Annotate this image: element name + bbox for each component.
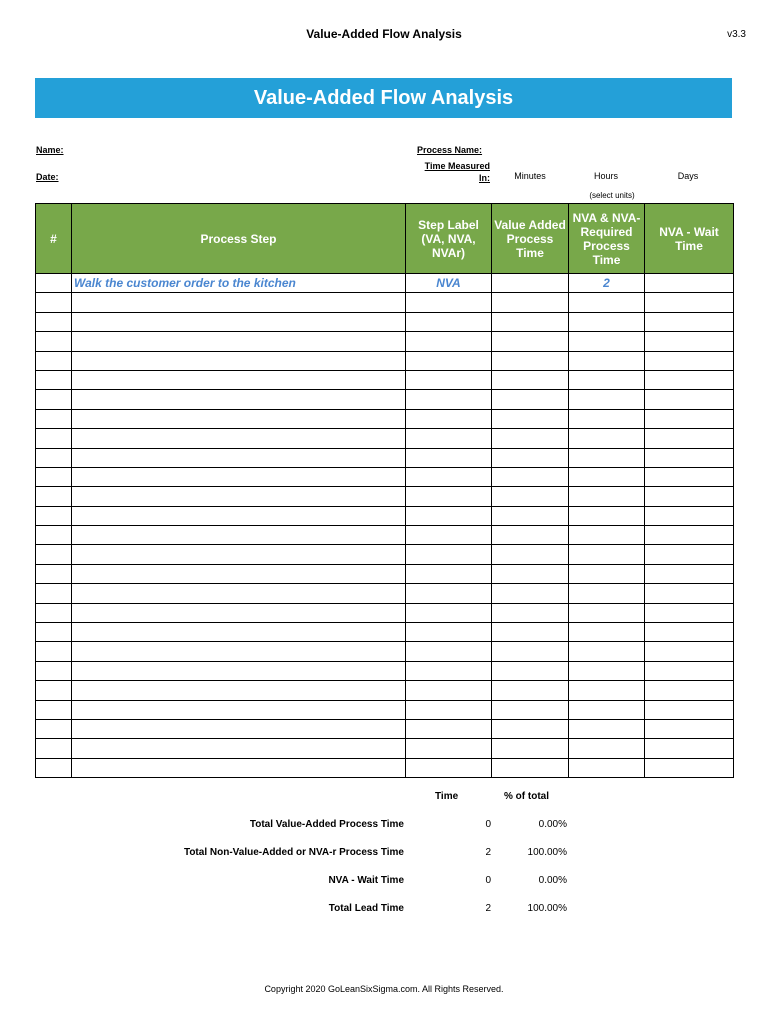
cell-nva-time[interactable] [569, 448, 645, 467]
cell-nva-time[interactable] [569, 545, 645, 564]
cell-wait-time[interactable] [645, 429, 734, 448]
table-row [36, 564, 734, 583]
cell-number[interactable] [36, 293, 72, 312]
cell-nva-time[interactable] [569, 661, 645, 680]
cell-number[interactable] [36, 487, 72, 506]
summary-percent-header: % of total [504, 791, 549, 802]
cell-step-label[interactable] [406, 700, 492, 719]
cell-step-label[interactable] [406, 623, 492, 642]
cell-process-step[interactable] [72, 758, 406, 777]
cell-process-step[interactable] [72, 506, 406, 525]
process-name-label: Process Name: [417, 145, 483, 155]
cell-va-time[interactable] [492, 545, 569, 564]
cell-process-step[interactable] [72, 739, 406, 758]
unit-option-minutes[interactable]: Minutes [514, 171, 546, 181]
cell-number[interactable] [36, 681, 72, 700]
cell-nva-time[interactable] [569, 623, 645, 642]
cell-va-time[interactable] [492, 351, 569, 370]
copyright-notice: Copyright 2020 GoLeanSixSigma.com. All Rights Reserved. [264, 984, 504, 994]
unit-option-hours[interactable]: Hours [593, 171, 618, 181]
table-row [36, 642, 734, 661]
cell-step-label[interactable] [406, 564, 492, 583]
table-row [36, 274, 734, 293]
table-row [36, 681, 734, 700]
cell-step-label[interactable] [406, 545, 492, 564]
cell-number[interactable] [36, 526, 72, 545]
cell-nva-time[interactable] [569, 681, 645, 700]
cell-process-step[interactable] [72, 623, 406, 642]
cell-wait-time[interactable] [645, 603, 734, 622]
cell-va-time[interactable] [492, 487, 569, 506]
cell-wait-time[interactable] [645, 312, 734, 331]
cell-step-label[interactable] [406, 584, 492, 603]
cell-number[interactable] [36, 506, 72, 525]
table-row [36, 739, 734, 758]
cell-number[interactable] [36, 467, 72, 486]
summary-time-nva: 2 [485, 847, 491, 858]
cell-step-label[interactable] [406, 739, 492, 758]
select-units-note: (select units) [589, 191, 635, 200]
table-row [36, 467, 734, 486]
cell-step-label[interactable] [406, 661, 492, 680]
cell-wait-time[interactable] [645, 661, 734, 680]
table-row [36, 623, 734, 642]
cell-number[interactable] [36, 700, 72, 719]
cell-nva-time[interactable] [569, 332, 645, 351]
table-row [36, 332, 734, 351]
cell-step-label[interactable] [406, 312, 492, 331]
cell-wait-time[interactable] [645, 623, 734, 642]
cell-nva-time[interactable] [569, 719, 645, 738]
cell-step-label[interactable] [406, 603, 492, 622]
cell-number[interactable] [36, 351, 72, 370]
cell-step-label[interactable] [406, 448, 492, 467]
cell-wait-time[interactable] [645, 681, 734, 700]
cell-step-label[interactable] [406, 719, 492, 738]
cell-number[interactable] [36, 739, 72, 758]
cell-va-time[interactable] [492, 332, 569, 351]
cell-wait-time[interactable] [645, 487, 734, 506]
summary-label-wait: NVA - Wait Time [328, 875, 404, 886]
cell-wait-time[interactable] [645, 351, 734, 370]
cell-number[interactable] [36, 584, 72, 603]
cell-step-label[interactable] [406, 526, 492, 545]
cell-va-time[interactable] [492, 390, 569, 409]
cell-nva-time[interactable] [569, 351, 645, 370]
cell-number[interactable] [36, 758, 72, 777]
cell-step-label[interactable] [406, 758, 492, 777]
table-row [36, 719, 734, 738]
cell-step-label[interactable] [406, 390, 492, 409]
cell-va-time[interactable] [492, 719, 569, 738]
cell-nva-time[interactable] [569, 642, 645, 661]
cell-nva-time[interactable] [569, 467, 645, 486]
cell-nva-time[interactable] [569, 603, 645, 622]
cell-wait-time[interactable] [645, 758, 734, 777]
cell-number[interactable] [36, 719, 72, 738]
cell-nva-time[interactable] [569, 564, 645, 583]
table-row [36, 487, 734, 506]
cell-process-step[interactable] [72, 661, 406, 680]
cell-process-step[interactable] [72, 467, 406, 486]
cell-nva-time[interactable] [569, 409, 645, 428]
cell-wait-time[interactable] [645, 526, 734, 545]
cell-number[interactable] [36, 642, 72, 661]
summary-pct-wait: 0.00% [538, 875, 567, 886]
cell-wait-time[interactable] [645, 467, 734, 486]
cell-nva-time[interactable] [569, 390, 645, 409]
process-steps-table [35, 203, 734, 778]
cell-number[interactable] [36, 661, 72, 680]
cell-number[interactable] [36, 390, 72, 409]
table-row [36, 312, 734, 331]
cell-nva-time[interactable] [569, 584, 645, 603]
cell-va-time[interactable] [492, 661, 569, 680]
cell-wait-time[interactable] [645, 448, 734, 467]
cell-number[interactable] [36, 545, 72, 564]
table-row [36, 758, 734, 777]
table-row [36, 448, 734, 467]
cell-number[interactable] [36, 274, 72, 293]
version-label: v3.3 [727, 29, 746, 40]
cell-process-step[interactable] [72, 564, 406, 583]
cell-process-step[interactable]: Walk the customer order to the kitchen [72, 274, 406, 293]
cell-process-step[interactable] [72, 429, 406, 448]
cell-number[interactable] [36, 623, 72, 642]
header-number: # [36, 204, 72, 274]
table-row [36, 293, 734, 312]
cell-va-time[interactable] [492, 409, 569, 428]
cell-process-step[interactable] [72, 642, 406, 661]
cell-nva-time[interactable] [569, 293, 645, 312]
cell-va-time[interactable] [492, 526, 569, 545]
cell-number[interactable] [36, 409, 72, 428]
cell-step-label[interactable] [406, 370, 492, 389]
cell-va-time[interactable] [492, 739, 569, 758]
cell-process-step[interactable] [72, 681, 406, 700]
table-header-row [36, 204, 734, 274]
cell-nva-time[interactable] [569, 487, 645, 506]
table-row [36, 429, 734, 448]
banner-title: Value-Added Flow Analysis [35, 78, 732, 118]
cell-process-step[interactable] [72, 545, 406, 564]
cell-wait-time[interactable] [645, 719, 734, 738]
cell-va-time[interactable] [492, 564, 569, 583]
cell-process-step[interactable] [72, 603, 406, 622]
cell-wait-time[interactable] [645, 390, 734, 409]
cell-number[interactable] [36, 603, 72, 622]
table-row [36, 545, 734, 564]
cell-step-label[interactable] [406, 642, 492, 661]
cell-nva-time[interactable] [569, 429, 645, 448]
cell-step-label[interactable] [406, 467, 492, 486]
cell-step-label[interactable] [406, 293, 492, 312]
cell-nva-time[interactable] [569, 370, 645, 389]
name-field-label: Name: [36, 145, 64, 155]
cell-va-time[interactable] [492, 623, 569, 642]
cell-va-time[interactable] [492, 429, 569, 448]
cell-wait-time[interactable] [645, 545, 734, 564]
cell-wait-time[interactable] [645, 506, 734, 525]
cell-va-time[interactable] [492, 681, 569, 700]
cell-va-time[interactable] [492, 274, 569, 293]
cell-process-step[interactable] [72, 584, 406, 603]
cell-process-step[interactable] [72, 351, 406, 370]
table-row [36, 370, 734, 389]
table-row [36, 351, 734, 370]
cell-va-time[interactable] [492, 312, 569, 331]
table-row [36, 700, 734, 719]
cell-wait-time[interactable] [645, 700, 734, 719]
table-row [36, 584, 734, 603]
summary-label-va: Total Value-Added Process Time [249, 819, 404, 830]
summary-time-va: 0 [485, 819, 491, 830]
cell-wait-time[interactable] [645, 370, 734, 389]
cell-process-step[interactable] [72, 332, 406, 351]
cell-process-step[interactable] [72, 409, 406, 428]
cell-va-time[interactable] [492, 506, 569, 525]
unit-option-days[interactable]: Days [677, 171, 699, 181]
cell-step-label[interactable]: NVA [406, 274, 492, 293]
cell-process-step[interactable] [72, 448, 406, 467]
cell-wait-time[interactable] [645, 409, 734, 428]
cell-nva-time[interactable] [569, 312, 645, 331]
summary-time-wait: 0 [485, 875, 491, 886]
cell-wait-time[interactable] [645, 739, 734, 758]
cell-number[interactable] [36, 448, 72, 467]
cell-va-time[interactable] [492, 467, 569, 486]
table-row [36, 506, 734, 525]
cell-process-step[interactable] [72, 719, 406, 738]
document-title: Value-Added Flow Analysis [306, 27, 462, 41]
summary-time-lead: 2 [485, 903, 491, 914]
cell-wait-time[interactable] [645, 332, 734, 351]
cell-va-time[interactable] [492, 448, 569, 467]
cell-wait-time[interactable] [645, 584, 734, 603]
date-field-label: Date: [36, 172, 59, 182]
cell-process-step[interactable] [72, 293, 406, 312]
cell-va-time[interactable] [492, 293, 569, 312]
summary-pct-va: 0.00% [538, 819, 567, 830]
cell-number[interactable] [36, 370, 72, 389]
cell-nva-time[interactable]: 2 [569, 274, 645, 293]
table-row [36, 390, 734, 409]
cell-process-step[interactable] [72, 312, 406, 331]
cell-number[interactable] [36, 312, 72, 331]
summary-pct-lead: 100.00% [527, 903, 567, 914]
table-row [36, 526, 734, 545]
cell-va-time[interactable] [492, 758, 569, 777]
header-step-label: Step Label (VA, NVA, NVAr) [406, 204, 492, 274]
cell-wait-time[interactable] [645, 274, 734, 293]
header-nva-time: NVA & NVA-Required Process Time [569, 204, 645, 274]
header-process-step: Process Step [72, 204, 406, 274]
cell-wait-time[interactable] [645, 564, 734, 583]
table-row [36, 409, 734, 428]
cell-va-time[interactable] [492, 700, 569, 719]
cell-step-label[interactable] [406, 351, 492, 370]
cell-nva-time[interactable] [569, 506, 645, 525]
summary-label-nva: Total Non-Value-Added or NVA-r Process Time [183, 847, 404, 858]
header-va-time: Value Added Process Time [492, 204, 569, 274]
cell-step-label[interactable] [406, 409, 492, 428]
cell-process-step[interactable] [72, 526, 406, 545]
cell-step-label[interactable] [406, 332, 492, 351]
cell-process-step[interactable] [72, 370, 406, 389]
cell-process-step[interactable] [72, 700, 406, 719]
cell-number[interactable] [36, 429, 72, 448]
cell-nva-time[interactable] [569, 739, 645, 758]
cell-va-time[interactable] [492, 603, 569, 622]
cell-va-time[interactable] [492, 370, 569, 389]
cell-number[interactable] [36, 332, 72, 351]
header-wait-time: NVA - Wait Time [645, 204, 734, 274]
summary-pct-nva: 100.00% [527, 847, 567, 858]
summary-time-header: Time [435, 791, 459, 802]
cell-number[interactable] [36, 564, 72, 583]
cell-va-time[interactable] [492, 642, 569, 661]
time-measured-label: Time Measured In: [424, 161, 490, 183]
cell-process-step[interactable] [72, 487, 406, 506]
cell-step-label[interactable] [406, 506, 492, 525]
cell-step-label[interactable] [406, 487, 492, 506]
cell-step-label[interactable] [406, 429, 492, 448]
cell-wait-time[interactable] [645, 642, 734, 661]
cell-nva-time[interactable] [569, 758, 645, 777]
cell-nva-time[interactable] [569, 700, 645, 719]
cell-process-step[interactable] [72, 390, 406, 409]
cell-nva-time[interactable] [569, 526, 645, 545]
cell-va-time[interactable] [492, 584, 569, 603]
table-row [36, 603, 734, 622]
cell-step-label[interactable] [406, 681, 492, 700]
cell-wait-time[interactable] [645, 293, 734, 312]
table-row [36, 661, 734, 680]
summary-label-lead: Total Lead Time [328, 903, 404, 914]
